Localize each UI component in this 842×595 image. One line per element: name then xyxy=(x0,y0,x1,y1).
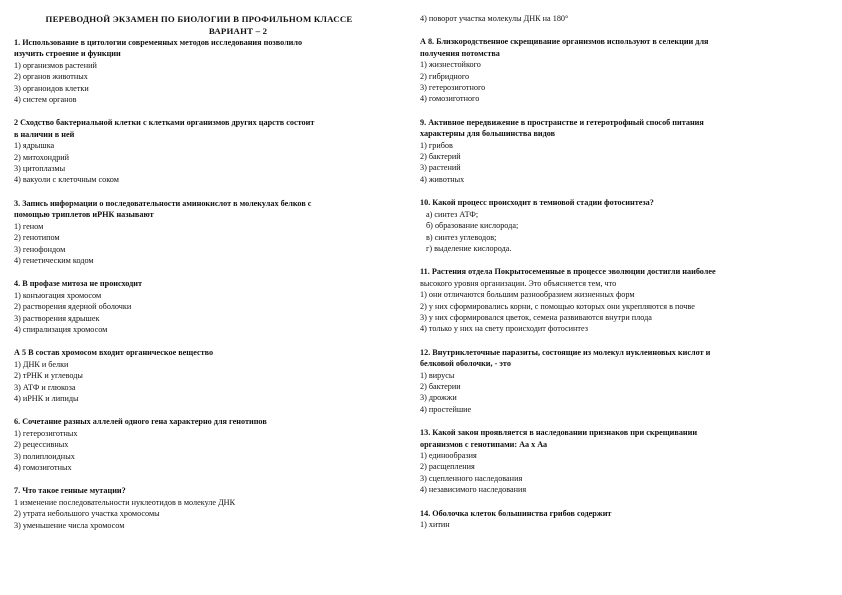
answer-option: 2) митохондрий xyxy=(14,152,70,162)
answer-option: 2) рецессивных xyxy=(14,440,69,450)
question-text: в наличии в ней xyxy=(14,129,75,139)
question-text: 13. Какой закон проявляется в наследовании признаков при скрещивании xyxy=(420,428,698,438)
question-7 xyxy=(14,485,392,531)
answer-option: 1) организмов растений xyxy=(14,60,97,70)
question-12 xyxy=(420,347,788,415)
answer-option: 3) сцепленного наследования xyxy=(420,473,523,483)
answer-option: 3) органоидов клетки xyxy=(14,83,89,93)
answer-option: 4) спирализация хромосом xyxy=(14,324,108,334)
question-text: помощью триплетов иРНК называют xyxy=(14,210,154,220)
answer-option: 3) полиплоидных xyxy=(14,451,75,461)
answer-option: 1) жизнестойкого xyxy=(420,60,481,70)
answer-option: 3) АТФ и глюкоза xyxy=(14,382,76,392)
answer-option: г) выделение кислорода. xyxy=(426,243,512,253)
answer-option: 4) независимого наследования xyxy=(420,485,527,495)
question-11 xyxy=(420,266,788,334)
question-text: 1. Использование в цитологии современных методов исследования позволило xyxy=(14,38,303,47)
answer-option: 2) утрата небольшого участка хромосомы xyxy=(14,509,160,519)
question-text: 14. Оболочка клеток большинства грибов содержит xyxy=(420,508,612,518)
question-text: характерны для большинства видов xyxy=(420,129,556,139)
question-text: организмов с генотипами: Аа х Аа xyxy=(420,439,548,449)
answer-option: 4) животных xyxy=(420,174,465,184)
question-8 xyxy=(420,36,788,104)
question-text: получения потомства xyxy=(420,48,500,58)
question-5 xyxy=(14,347,392,404)
answer-option: а) синтез АТФ; xyxy=(426,209,479,219)
question-14 xyxy=(420,508,788,531)
question-1 xyxy=(14,37,392,105)
answer-option: 1) вирусы xyxy=(420,370,455,380)
question-text: А 5 В состав хромосом входит органическое вещество xyxy=(14,348,214,358)
answer-option: 2) гибридного xyxy=(420,71,470,81)
answer-option: 4) систем органов xyxy=(14,95,77,105)
answer-option: 1) геном xyxy=(14,221,44,231)
answer-option: б) образование кислорода; xyxy=(426,221,519,231)
question-text: 7. Что такое генные мутации? xyxy=(14,486,126,496)
left-column xyxy=(14,0,392,531)
answer-option: 4) простейшие xyxy=(420,404,472,414)
answer-option: 4) гомозиготных xyxy=(14,463,72,472)
question-3 xyxy=(14,198,392,266)
answer-option: 4) гомозиготного xyxy=(420,94,480,104)
question-text: 2 Сходство бактериальной клетки с клетками организмов других царств состоит xyxy=(14,118,315,128)
question-2 xyxy=(14,117,392,185)
answer-option: 2) бактерии xyxy=(420,381,461,391)
answer-option: 2) у них сформировались корни, с помощью которых они укрепляются в почве xyxy=(420,301,695,311)
answer-option: 1) единообразия xyxy=(420,451,477,460)
answer-option: 1) ядрышка xyxy=(14,141,55,151)
question-text: 10. Какой процесс происходит в темновой стадии фотосинтеза? xyxy=(420,198,654,208)
question-10 xyxy=(420,197,788,254)
answer-option: 1) конъюгация хромосом xyxy=(14,290,102,300)
answer-option: 1) гетерозиготных xyxy=(14,428,78,438)
answer-option: 2) генотипом xyxy=(14,233,60,243)
question-13 xyxy=(420,427,788,495)
variant-label: ВАРИАНТ – 2 xyxy=(208,26,268,36)
question-9 xyxy=(420,117,788,185)
answer-option: 3) цитоплазмы xyxy=(14,164,66,174)
answer-option: 3) растений xyxy=(420,163,461,173)
answer-option: 4) только у них на свету происходит фотосинтез xyxy=(420,324,588,334)
answer-option: 2) бактерий xyxy=(420,152,461,162)
question-text: 12. Внутриклеточные паразиты, состоящие из молекул нуклеиновых кислот и xyxy=(420,347,711,357)
answer-option: 4) вакуоли с клеточным соком xyxy=(14,175,119,185)
question-text: белковой оболочки, - это xyxy=(420,359,511,369)
answer-option: 2) тРНК и углеводы xyxy=(14,371,83,381)
answer-option: 4) генетическим кодом xyxy=(14,255,94,265)
answer-option: 3) генофондом xyxy=(14,244,66,254)
question-text: высокого уровня организации. Это объясняется тем, что xyxy=(420,278,617,288)
answer-option: 1) хитин xyxy=(420,520,450,530)
answer-option: 1) они отличаются большим разнообразием жизненных форм xyxy=(420,290,635,300)
answer-option: 2) органов животных xyxy=(14,72,88,82)
answer-option: 1) ДНК и белки xyxy=(14,359,69,369)
answer-option: 4) поворот участка молекулы ДНК на 180° xyxy=(420,14,569,23)
answer-option: 3) растворения ядрышек xyxy=(14,313,100,323)
answer-option: 3) гетерозиготного xyxy=(420,83,486,93)
answer-option: 1 изменение последовательности нуклеотидов в молекуле ДНК xyxy=(14,497,236,507)
question-text: 9. Активное передвижение в пространстве и гетеротрофный способ питания xyxy=(420,117,704,127)
question-text: 6. Сочетание разных аллелей одного гена характерно для генотипов xyxy=(14,417,267,427)
answer-option: 2) растворения ядерной оболочки xyxy=(14,302,132,312)
right-column xyxy=(420,0,788,530)
question-text: А 8. Близкородственное скрещивание организмов используют в селекции для xyxy=(420,37,709,47)
answer-option: 3) дрожжи xyxy=(420,393,457,403)
question-text: 11. Растения отдела Покрытосеменные в процессе эволюции достигли наиболее xyxy=(420,267,716,277)
answer-option: 3) у них сформировался цветок, семена развиваются внутри плода xyxy=(420,312,652,322)
answer-option: в) синтез углеводов; xyxy=(426,232,497,242)
question-text: 4. В профазе митоза не происходит xyxy=(14,279,143,289)
page-title: ПЕРЕВОДНОЙ ЭКЗАМЕН ПО БИОЛОГИИ В ПРОФИЛЬНОМ КЛАССЕ xyxy=(45,14,353,24)
answer-option: 4) иРНК и липиды xyxy=(14,393,79,403)
question-text: 3. Запись информации о последовательности аминокислот в молекулах белков с xyxy=(14,198,312,208)
question-6 xyxy=(14,416,392,473)
answer-option: 2) расщепления xyxy=(420,462,475,472)
answer-option: 3) уменьшение числа хромосом xyxy=(14,520,125,530)
question-text: изучить строение и функции xyxy=(14,49,121,59)
answer-option: 1) грибов xyxy=(420,140,453,150)
question-4 xyxy=(14,278,392,335)
